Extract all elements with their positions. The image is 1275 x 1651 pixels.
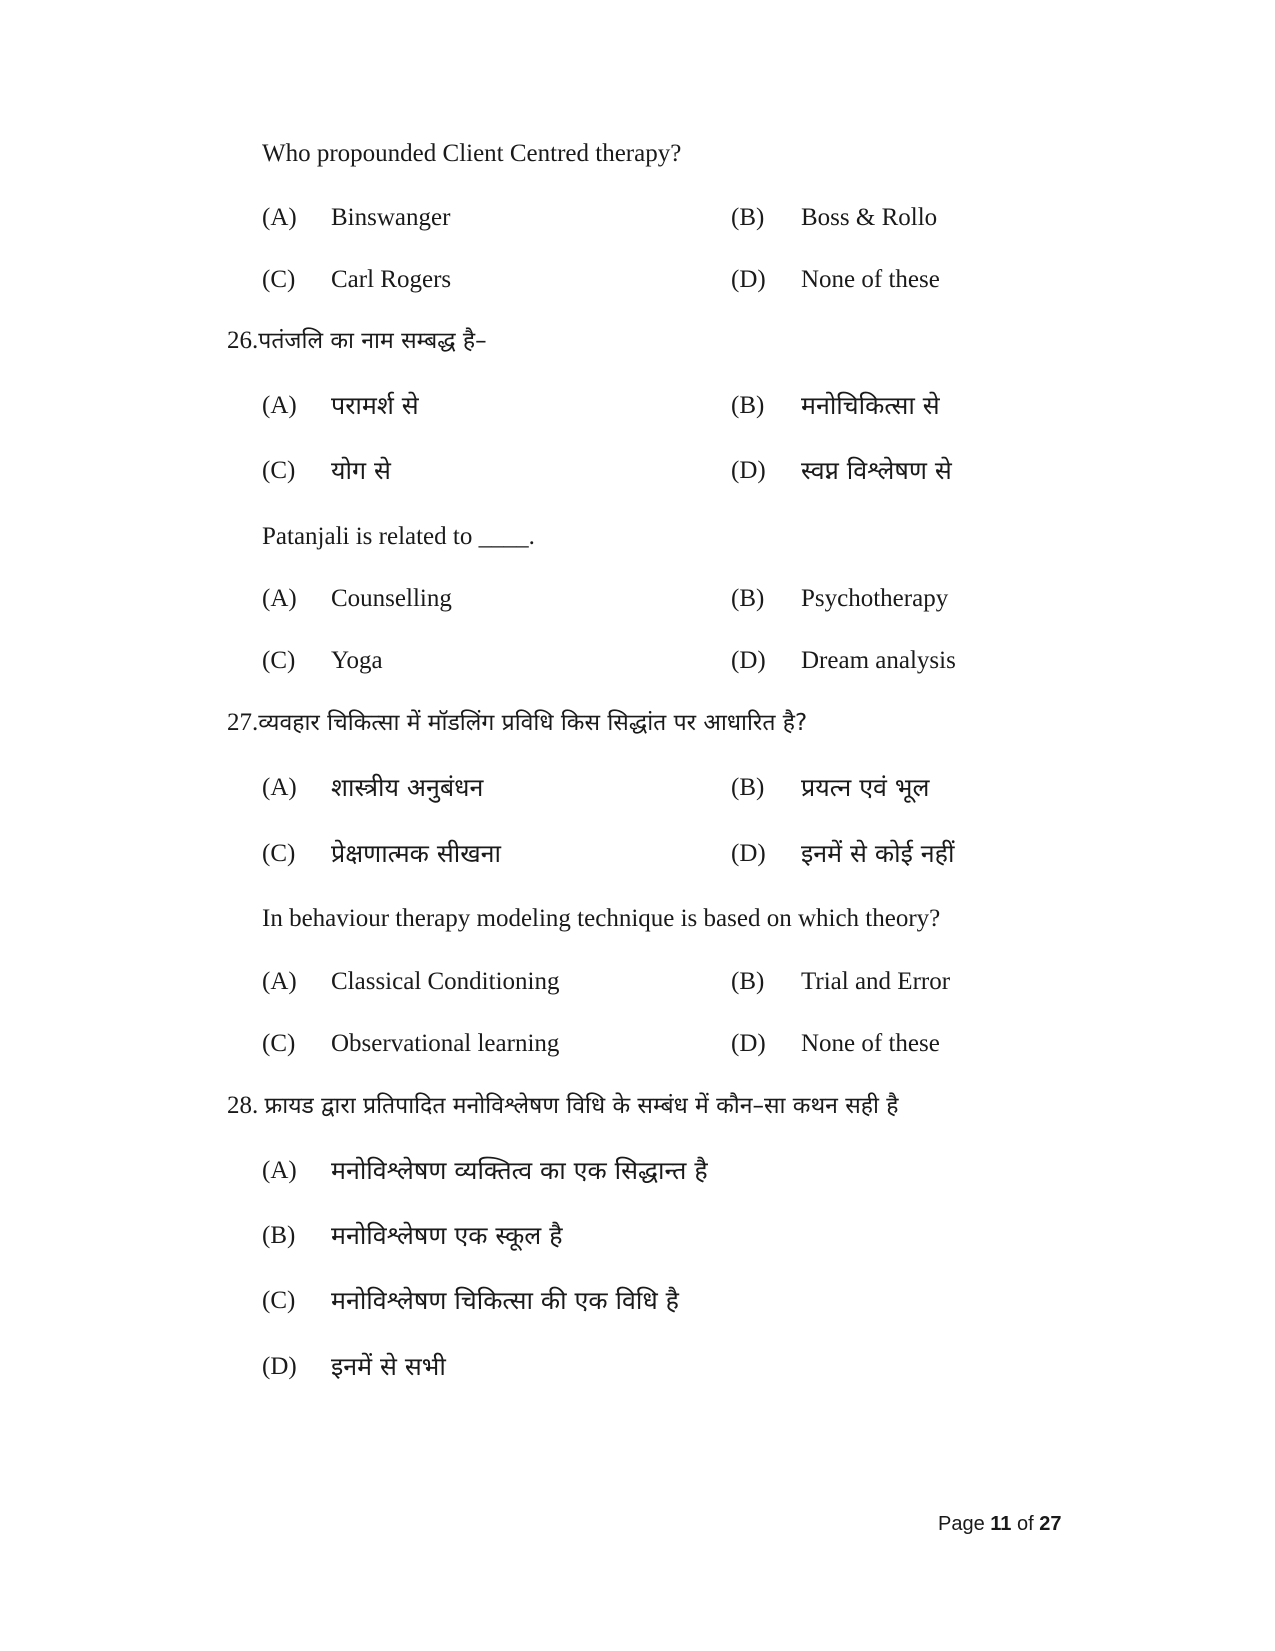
option-label: (A) [262,1157,297,1184]
option-text: Dream analysis [801,647,956,674]
option-label: (A) [262,392,297,419]
question-26-stem-en: Patanjali is related to ____. [262,523,535,550]
question-number: 28. [227,1092,259,1119]
option-text-hi: इनमें से कोई नहीं [801,839,955,868]
option-label: (C) [262,647,296,674]
question-text-hi: व्यवहार चिकित्सा में मॉडलिंग प्रविधि किस सिद्धांत पर आधारित है? [258,710,808,736]
option-text: Counselling [331,585,452,612]
option-label: (B) [731,774,765,801]
option-label: (A) [262,204,297,231]
option-text: Boss & Rollo [801,204,938,231]
option-label: (D) [731,457,766,484]
option-label: (C) [262,457,296,484]
option-text-hi: प्रेक्षणात्मक सीखना [331,839,501,868]
option-label: (B) [731,968,765,995]
option-label: (A) [262,774,297,801]
option-label: (B) [731,585,765,612]
option-label: (D) [731,266,766,293]
option-label: (D) [731,647,766,674]
option-label: (B) [262,1222,296,1249]
option-text: Classical Conditioning [331,968,560,995]
footer-of: of [1017,1513,1034,1535]
question-26-stem-hi [227,326,487,356]
option-text-hi: इनमें से सभी [331,1352,446,1381]
option-text: Carl Rogers [331,266,452,293]
option-text: Yoga [331,647,383,674]
option-text: Psychotherapy [801,585,949,612]
option-text-hi: स्वप्न विश्लेषण से [801,456,952,485]
footer-page-prefix: Page [938,1513,985,1535]
option-text-hi: मनोचिकित्सा से [801,391,940,420]
option-label: (C) [262,1030,296,1057]
option-text: Binswanger [331,204,451,231]
option-label: (D) [262,1353,297,1380]
option-text: Trial and Error [801,968,951,995]
question-25-stem-en: Who propounded Client Centred therapy? [262,140,682,167]
option-label: (D) [731,840,766,867]
question-28-stem-hi [227,1091,899,1121]
option-text: Observational learning [331,1030,560,1057]
page-footer [938,1512,1062,1536]
option-text-hi: योग से [331,456,391,485]
question-number: 27. [227,709,259,736]
option-label: (D) [731,1030,766,1057]
option-label: (C) [262,266,296,293]
question-27-stem-en: In behaviour therapy modeling technique is based on which theory? [262,905,941,932]
option-text-hi: परामर्श से [331,391,419,420]
question-number: 26. [227,327,259,354]
option-label: (C) [262,1287,296,1314]
option-text: None of these [801,266,940,293]
option-text-hi: मनोविश्लेषण एक स्कूल है [331,1221,563,1250]
option-label: (B) [731,204,765,231]
option-text-hi: प्रयत्न एवं भूल [801,773,930,802]
option-label: (A) [262,585,297,612]
question-text-hi: फ्रायड द्वारा प्रतिपादित मनोविश्लेषण विधि के सम्बंध में कौन–सा कथन सही है [264,1093,899,1119]
option-label: (B) [731,392,765,419]
option-text-hi: मनोविश्लेषण चिकित्सा की एक विधि है [331,1286,679,1315]
option-text: None of these [801,1030,940,1057]
question-text-hi: पतंजलि का नाम सम्बद्ध है– [258,328,487,354]
footer-current-page: 11 [990,1513,1012,1535]
option-label: (C) [262,840,296,867]
option-label: (A) [262,968,297,995]
footer-total-pages: 27 [1039,1513,1062,1535]
option-text-hi: शास्त्रीय अनुबंधन [331,773,484,802]
option-text-hi: मनोविश्लेषण व्यक्तित्व का एक सिद्धान्त है [331,1156,708,1185]
question-27-stem-hi [227,708,807,738]
